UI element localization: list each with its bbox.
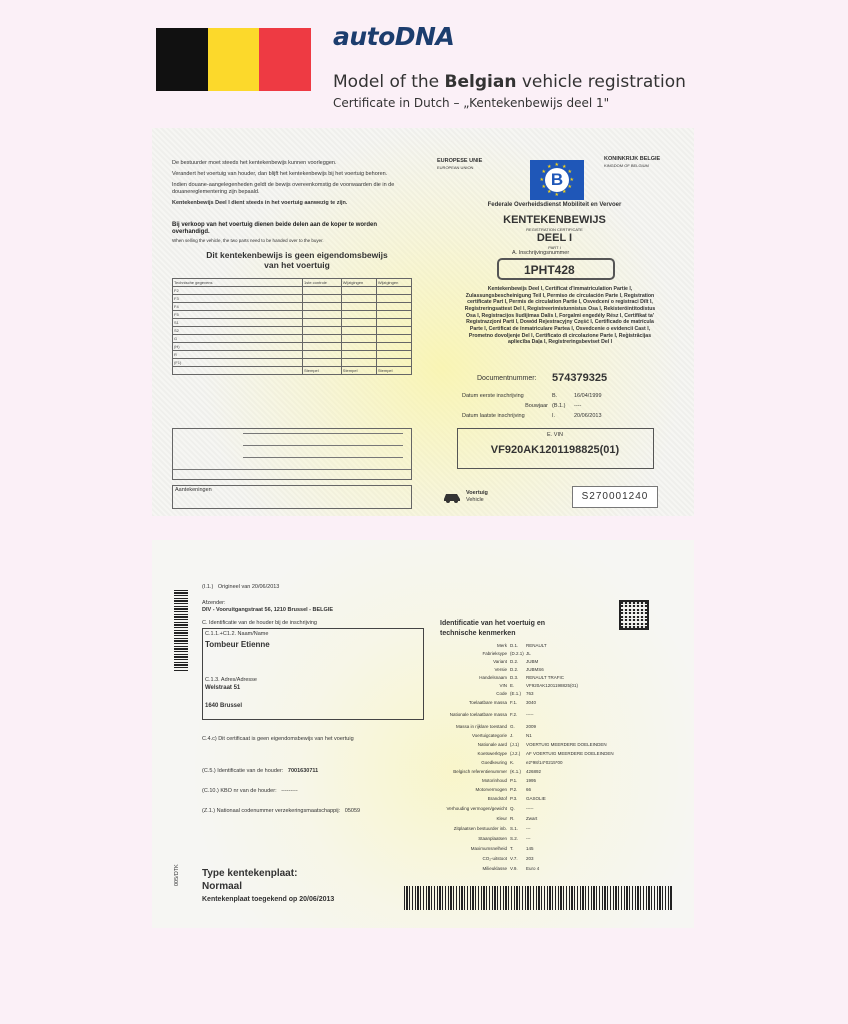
spec-row: Massa in rijklare toestand G. 2009 [455,724,537,729]
table-cell: F4 [173,303,303,311]
spec-row: Goedkeuring K. e2*98/14*0215*00 [481,760,563,765]
doc-title-en: REGISTRATION CERTIFICATE [526,227,583,232]
front-notes [172,160,407,206]
annotations-box [172,485,412,509]
sender-label: Afzender: [202,600,226,606]
vehicle-label: Voertuig [466,490,488,496]
original-code: (I.1.) [202,584,214,590]
table-cell: G [173,335,303,343]
certificate-back [152,540,694,928]
side-code: 005/DTK [174,864,180,886]
spec-row: Kleur R. Zwart [496,816,538,821]
table-row [173,287,412,295]
last-reg-code: I. [552,413,556,419]
plate-granted: Kentekenplaat toegekend op 20/06/2013 [202,896,335,903]
z1-row [202,808,360,815]
table-row [173,351,412,359]
qr-code [619,600,649,630]
kingdom-label-en: KINGDOM OF BELGIUM [604,163,649,168]
note: Verandert het voertuig van houder, dan blijft het kentekenbewijs bij het voertuig behoren. [172,170,388,177]
c5-label: (C.5.) Identificatie van de houder: [202,768,284,774]
table-cell: (H) [173,343,303,351]
table-header: 1ste controle [303,279,342,287]
eu-label: EUROPESE UNIE [437,158,483,164]
table-row [173,359,412,367]
not-ownership-line1: Dit kentekenbewijs is geen eigendomsbewijs [206,250,388,260]
table-row [173,327,412,335]
c10-row [202,788,298,795]
spec-row: Nationale aard (J.1) VOERTUIG MEERDERE DOELEINDEN [477,742,607,747]
docnum-label: Documentnummer: [477,375,537,382]
note: De bestuurder moet steeds het kentekenbewijs kunnen voorleggen. [172,160,337,166]
eu-star-icon: ★ [554,161,559,168]
table-cell: (F1) [173,359,303,367]
eu-star-icon: ★ [539,176,544,183]
eu-star-icon: ★ [562,163,567,170]
table-row [173,303,412,311]
spec-row: Versie D.2. JUBMS6 [494,667,544,672]
eu-star-icon: ★ [541,169,546,175]
holder-box [202,628,424,720]
spec-row: VIN E. VF920AK1201198825(01) [499,683,578,688]
table-cell: S1 [173,319,303,327]
table-cell: F2 [173,287,303,295]
title-post: vehicle registration [516,72,686,92]
holder-section-label: C. Identificatie van de houder bij de inschrijving [202,620,317,626]
spec-row: Handelsnaam D.3. RENAULT TRAFIC [479,675,565,680]
eu-star-icon: ★ [547,189,552,196]
spec-row: Nationale toelaatbare massa F.2. ----- [449,712,534,717]
spec-row: Belgisch referentienummer (K.1.) 426892 [453,769,542,774]
year-value: ---- [574,403,582,409]
vin-box [457,428,654,469]
spec-row: Toelaatbare massa F.1. 3040 [468,700,537,705]
holder-city: 1640 Brussel [205,703,243,709]
year-label: Bouwjaar [525,403,548,409]
table-header-row [173,279,412,287]
sale-note-en: When selling the vehicle, the two parts need to be handed over to the buyer. [172,238,324,243]
table-row [173,311,412,319]
stamp-label: Stempel [341,367,376,375]
table-cell: S2 [173,327,303,335]
docnum-value: 574379325 [552,372,608,384]
page-subtitle: Certificate in Dutch – „Kentekenbewijs deel 1" [333,96,610,110]
first-reg-date: 16/04/1999 [574,393,602,399]
vertical-barcode [174,590,188,672]
plate-type-label: Type kentekenplaat: [202,868,298,879]
original-date: Origineel van 20/06/2013 [217,584,280,590]
not-ownership-line2: van het voertuig [264,260,330,270]
c10-label: (C.10.) KBO nr van de houder: [202,788,277,794]
vehicle-label-en: Vehicle [466,497,484,503]
c10-value: --------- [281,788,298,794]
part-label: DEEL I [536,232,573,244]
spec-row: Motorvermogen P.2. 66 [475,787,532,792]
eu-star-icon: ★ [567,184,572,190]
stamp-label: Stempel [376,367,411,375]
note: Indien douane-aangelegenheden geldt de bewijs overeenkomstig de voorwaarden die in de douanereglementering zijn bepaald. [172,181,395,195]
table-row [173,295,412,303]
table-cell: R [173,351,303,359]
first-reg-label: Datum eerste inschrijving [462,393,524,399]
eu-star-icon: ★ [569,176,574,183]
eu-star-icon: ★ [562,189,567,196]
table-footer-row [173,367,412,375]
table-header: Technische gegevens [173,279,303,287]
plate-label: A. Inschrijvingsnummer [512,250,570,256]
spec-row: Zitplaatsen bestuurder inb. S.1. --- [453,826,531,831]
spec-title-line1: Identificatie van het voertuig en [440,620,546,627]
table-row [173,343,412,351]
table-row [173,319,412,327]
authority: Federale Overheidsdienst Mobiliteit en Vervoer [487,202,622,208]
eu-star-icon: ★ [547,163,552,170]
page-title [333,72,686,92]
table-cell: F5 [173,311,303,319]
title-country: Belgian [444,72,517,92]
spec-row: Milieuklasse V.9. Euro 4 [482,866,540,871]
vin-value: VF920AK1201198825(01) [490,444,620,456]
autodna-logo: autoDNA [333,22,455,51]
plate-type-value: Normaal [202,881,243,892]
serial-number: S270001240 [572,486,658,508]
year-code: (B.1.) [552,403,566,409]
not-ownership-text [197,250,397,270]
doc-title: KENTEKENBEWIJS [503,214,606,226]
holder-name: Tombeur Etienne [205,640,270,649]
spec-row: Fabrieksype (D.2.1) JL [482,651,531,656]
spec-row: Staanplaatsen S.2. --- [478,836,531,841]
vin-label: E. VIN [547,432,563,438]
sender-address: DIV - Vooruitgangstraat 56, 1210 Brussel - BELGIE [202,607,334,613]
table-header: Wijzigingen [376,279,411,287]
flag-stripe-black [156,28,208,91]
flag-stripe-yellow [208,28,260,91]
table-row [173,335,412,343]
dates-block [462,393,652,423]
z1-value: 05059 [344,808,361,814]
eu-star-icon: ★ [567,169,572,175]
note: Kentekenbewijs Deel I dient steeds in het voertuig aanwezig te zijn. [172,199,348,206]
eu-star-icon: ★ [554,191,559,198]
eu-flag-icon [530,160,584,200]
spec-row: CO₂-uitstoot V.7. 203 [482,856,534,861]
flag-stripe-red [259,28,311,91]
spec-row: Maximumsnelheid T. 145 [470,846,534,851]
stamp-label: Stempel [303,367,342,375]
z1-label: (Z.1.) Nationaal codenummer verzekeringsmaatschappij: [202,808,341,814]
c4-note: C.4.c) Dit certificaat is geen eigendomsbewijs van het voertuig [202,736,354,742]
spec-row: Motorinhoud P.1. 1995 [481,778,537,783]
stamp-area [172,428,412,480]
eu-label-en: EUROPEAN UNION [437,165,474,170]
holder-address-label: C.1.3. Adres/Adresse [205,677,257,683]
multilingual-title: Kentekenbewijs Deel I, Certificat d'immatriculation Partie I, Zulassungsbescheinigung Teil I, Permiso de circulación Parte I, Registration certificate Part I, Permis de circulation Partie I, Osvedcení o registraci Dílt I, Registreringsattest Del I, Registreerimistunnistus Osa I, Rekisteröintitodistus Osa I, Registracijos liudijimas Dalis I, Forgalmi engedély Rész I, Certifikat ta' Registrazzjoni Parti I, Dowód Rejestracyjny Część I, Certificado de matrícula Parte I, Certificat de înmatriculare Partea I, Osvedcenie o evidencii Cast I, Prometno dovoljenje Del I, Certificato di circolazione Parte I, Reģistrācijas apliecība Daļa I, Registreringsbeviset Del I [464,286,656,346]
kingdom-label: KONINKRIJK BELGIE [604,156,661,162]
original-label [202,584,279,591]
certificate-front [152,128,694,516]
holder-name-label: C.1.1.+C1.2. Naam/Name [205,631,269,637]
country-code-b: B [545,168,569,192]
part-label-en: PART I [548,245,561,250]
spec-row: Voertuigcategorie J. N1 [471,733,532,738]
horizontal-barcode [404,886,672,910]
spec-row: Merk D.1. RENAULT [497,643,547,648]
annotations-label: Aantekeningen [175,487,212,493]
belgian-flag [156,28,311,91]
table-cell: F3 [173,295,303,303]
eu-star-icon: ★ [541,184,546,190]
c5-row [202,768,318,775]
spec-row: Code (E.1.) 763 [496,691,534,696]
technical-data-table [172,278,412,375]
spec-row: Variant D.2. JUBM [493,659,539,664]
spec-row: Koetswerktype (J.2.) AF VOERTUIG MEERDERE DOELEINDEN [477,751,614,756]
registration-number: 1PHT428 [497,258,615,280]
spec-row: Brandstof P.3. GASOLIE [487,796,546,801]
last-reg-label: Datum laatste inschrijving [462,413,525,419]
sale-note: Bij verkoop van het voertuig dienen beide delen aan de koper te worden overhandigd. [172,222,378,236]
spec-title-line2: technische kenmerken [440,630,516,637]
c5-value: 7001630711 [287,768,319,774]
first-reg-code: B. [552,393,558,399]
title-pre: Model of the [333,72,445,92]
car-icon [442,490,462,502]
spec-row: Verhouding vermogen/gewicht Q. ----- [446,806,534,811]
table-header: Wijzigingen [341,279,376,287]
last-reg-date: 20/06/2013 [574,413,602,419]
holder-street: Welstraat 51 [205,685,241,691]
